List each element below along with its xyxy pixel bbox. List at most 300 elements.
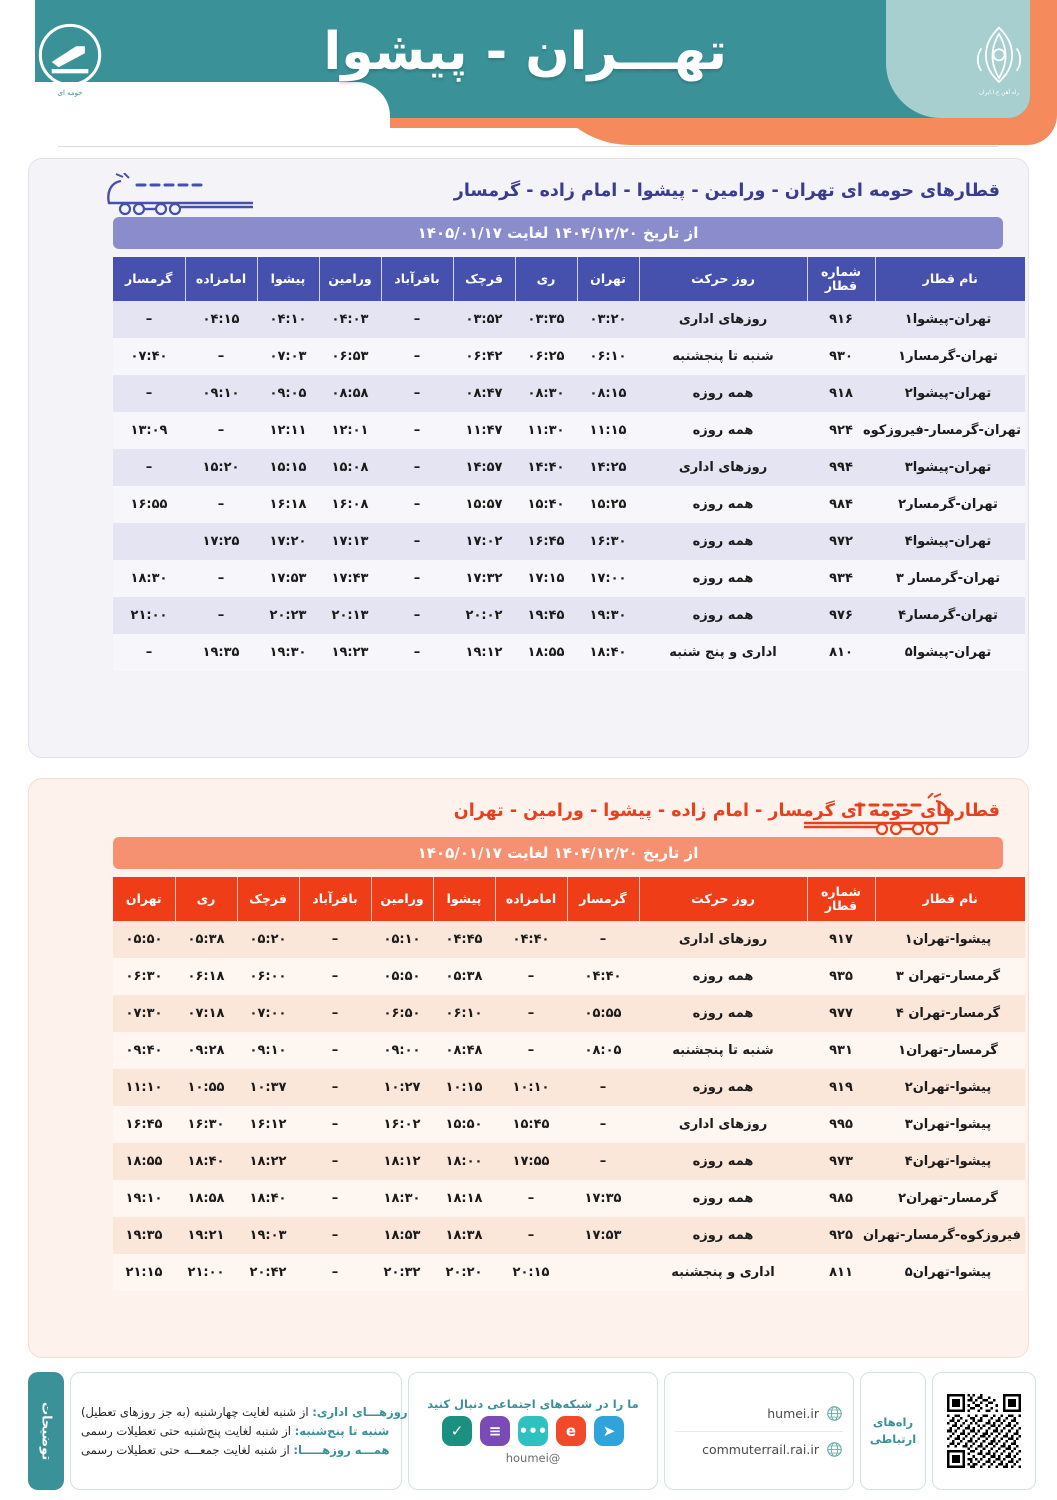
col-header-6: باقرآباد — [381, 257, 453, 301]
train-decoration-icon — [804, 793, 954, 837]
schedule-panel-outbound — [28, 158, 1029, 758]
table-row — [113, 995, 1025, 1032]
cell-name: تهران-پیشوا۳ — [875, 449, 1025, 486]
cell-tehran: ۰۶:۳۰ — [113, 958, 175, 995]
table-row — [113, 1254, 1025, 1291]
cell-name: تهران-گرمسار۲ — [875, 486, 1025, 523]
cell-tehran: ۱۵:۲۵ — [577, 486, 639, 523]
cell-emamzadeh: – — [185, 597, 257, 634]
cell-pishva: ۱۸:۱۸ — [433, 1180, 495, 1217]
cell-garmsar: ۱۸:۳۰ — [113, 560, 185, 597]
note-key: روزهـــای اداری: — [312, 1405, 408, 1419]
cell-tehran: ۰۳:۲۰ — [577, 301, 639, 338]
cell-varamin: ۱۸:۵۳ — [371, 1217, 433, 1254]
poster-header — [0, 0, 1057, 150]
cell-pishva: ۰۵:۳۸ — [433, 958, 495, 995]
cell-name: تهران-گرمسار-فیروزکوه — [875, 412, 1025, 449]
note-line-2 — [81, 1443, 390, 1457]
cell-bagherabad: – — [381, 560, 453, 597]
website-links-box — [664, 1372, 854, 1490]
cell-emamzadeh: ۰۴:۴۰ — [495, 921, 567, 958]
note-key: همـــه روزهـــــا: — [293, 1443, 390, 1457]
cell-days: همه روزه — [639, 486, 807, 523]
col-header-7: ورامین — [319, 257, 381, 301]
cell-days: همه روزه — [639, 412, 807, 449]
cell-tehran: ۰۹:۴۰ — [113, 1032, 175, 1069]
cell-name: پیشوا-تهران۵ — [875, 1254, 1025, 1291]
cell-tehran: ۱۶:۴۵ — [113, 1106, 175, 1143]
cell-pishva: ۱۹:۳۰ — [257, 634, 319, 671]
cell-tehran: ۱۷:۰۰ — [577, 560, 639, 597]
cell-days: روزهای اداری — [639, 921, 807, 958]
cell-bagherabad: – — [299, 995, 371, 1032]
cell-pishva: ۲۰:۲۳ — [257, 597, 319, 634]
cell-rey: ۱۸:۵۸ — [175, 1180, 237, 1217]
cell-qarchak: ۲۰:۴۲ — [237, 1254, 299, 1291]
cell-rey: ۱۷:۱۵ — [515, 560, 577, 597]
cell-pishva: ۱۶:۱۸ — [257, 486, 319, 523]
cell-number: ۹۷۶ — [807, 597, 875, 634]
cell-garmsar: ۱۷:۳۵ — [567, 1180, 639, 1217]
cell-tehran: ۱۶:۳۰ — [577, 523, 639, 560]
col-header-8: قرچک — [237, 877, 299, 921]
cell-bagherabad: – — [381, 412, 453, 449]
cell-name: پیشوا-تهران۳ — [875, 1106, 1025, 1143]
col-header-5: قرچک — [453, 257, 515, 301]
cell-pishva: ۰۹:۰۵ — [257, 375, 319, 412]
cell-qarchak: ۰۹:۱۰ — [237, 1032, 299, 1069]
cell-qarchak: ۱۴:۵۷ — [453, 449, 515, 486]
cell-tehran: ۰۷:۳۰ — [113, 995, 175, 1032]
note-line-1 — [81, 1424, 389, 1438]
cell-varamin: ۰۹:۰۰ — [371, 1032, 433, 1069]
cell-number: ۹۸۴ — [807, 486, 875, 523]
soroush-icon[interactable]: ✓ — [442, 1416, 472, 1446]
cell-number: ۸۱۰ — [807, 634, 875, 671]
cell-emamzadeh: ۱۷:۲۵ — [185, 523, 257, 560]
notes-box — [70, 1372, 408, 1490]
cell-emamzadeh: ۱۹:۳۵ — [185, 634, 257, 671]
col-header-9: ری — [175, 877, 237, 921]
cell-number: ۹۳۰ — [807, 338, 875, 375]
cell-tehran: ۲۱:۱۵ — [113, 1254, 175, 1291]
col-header-10: تهران — [113, 877, 175, 921]
cell-pishva: ۱۵:۱۵ — [257, 449, 319, 486]
cell-rey: ۰۹:۲۸ — [175, 1032, 237, 1069]
note-text: از شنبه لغایت چهارشنبه (به جز روزهای تعطیل) — [81, 1405, 313, 1419]
cell-number: ۹۷۳ — [807, 1143, 875, 1180]
cell-bagherabad: – — [381, 486, 453, 523]
cell-name: تهران-گرمسار۴ — [875, 597, 1025, 634]
table-row — [113, 1143, 1025, 1180]
cell-bagherabad: – — [381, 375, 453, 412]
qr-code — [947, 1394, 1021, 1468]
cell-number: ۹۱۹ — [807, 1069, 875, 1106]
cell-number: ۹۱۶ — [807, 301, 875, 338]
cell-days: روزهای اداری — [639, 301, 807, 338]
cell-number: ۹۲۵ — [807, 1217, 875, 1254]
social-icon-row[interactable] — [442, 1416, 624, 1446]
cell-rey: ۰۶:۱۸ — [175, 958, 237, 995]
cell-qarchak: ۱۰:۳۷ — [237, 1069, 299, 1106]
cell-emamzadeh: – — [495, 1217, 567, 1254]
cell-bagherabad: – — [299, 1217, 371, 1254]
cell-rey: ۱۹:۴۵ — [515, 597, 577, 634]
cell-varamin: ۱۸:۱۲ — [371, 1143, 433, 1180]
cell-days: همه روزه — [639, 995, 807, 1032]
globe-icon — [826, 1405, 843, 1422]
cell-number: ۹۳۴ — [807, 560, 875, 597]
cell-garmsar: – — [113, 634, 185, 671]
cell-varamin: ۰۴:۰۳ — [319, 301, 381, 338]
cell-pishva: ۲۰:۲۰ — [433, 1254, 495, 1291]
schedule-table-outbound — [113, 257, 1025, 671]
cell-name: تهران-گرمسار۱ — [875, 338, 1025, 375]
social-handle: @houmei — [505, 1451, 561, 1465]
cell-pishva: ۱۸:۳۸ — [433, 1217, 495, 1254]
cell-bagherabad: – — [299, 921, 371, 958]
cell-bagherabad: – — [381, 449, 453, 486]
cell-number: ۹۱۷ — [807, 921, 875, 958]
cell-garmsar: ۰۴:۴۰ — [567, 958, 639, 995]
cell-varamin: ۱۵:۰۸ — [319, 449, 381, 486]
cell-number: ۹۷۲ — [807, 523, 875, 560]
cell-pishva: ۱۰:۱۵ — [433, 1069, 495, 1106]
cell-tehran: ۱۸:۴۰ — [577, 634, 639, 671]
cell-emamzadeh: – — [185, 486, 257, 523]
table-row — [113, 486, 1025, 523]
table-header-row — [113, 877, 1025, 921]
links-divider — [675, 1431, 843, 1432]
cell-qarchak: ۱۵:۵۷ — [453, 486, 515, 523]
svg-text:حومه ای: حومه ای — [57, 89, 83, 98]
cell-qarchak: ۰۸:۴۷ — [453, 375, 515, 412]
cell-name: تهران-پیشوا۲ — [875, 375, 1025, 412]
col-header-6: ورامین — [371, 877, 433, 921]
col-header-7: باقرآباد — [299, 877, 371, 921]
cell-name: پیشوا-تهران۱ — [875, 921, 1025, 958]
cell-garmsar: – — [567, 921, 639, 958]
cell-number: ۹۳۱ — [807, 1032, 875, 1069]
cell-emamzadeh: – — [185, 338, 257, 375]
cell-varamin: ۱۸:۳۰ — [371, 1180, 433, 1217]
cell-number: ۹۳۵ — [807, 958, 875, 995]
cell-name: گرمسار-تهران ۴ — [875, 995, 1025, 1032]
cell-garmsar: ۰۵:۵۵ — [567, 995, 639, 1032]
cell-bagherabad: – — [299, 1143, 371, 1180]
cell-number: ۹۷۷ — [807, 995, 875, 1032]
social-title: ما را در شبکه‌های اجتماعی دنبال کنید — [427, 1397, 639, 1411]
cell-varamin: ۱۲:۰۱ — [319, 412, 381, 449]
col-header-3: تهران — [577, 257, 639, 301]
cell-emamzadeh: – — [185, 412, 257, 449]
page-title: تهـــران - پیشوا — [323, 22, 727, 82]
rubika-icon[interactable]: ≡ — [480, 1416, 510, 1446]
cell-name: فیروزکوه-گرمسار-تهران — [875, 1217, 1025, 1254]
cell-days: روزهای اداری — [639, 1106, 807, 1143]
globe-icon — [826, 1441, 843, 1458]
cell-rey: ۰۶:۲۵ — [515, 338, 577, 375]
cell-days: همه روزه — [639, 958, 807, 995]
cell-rey: ۱۸:۴۰ — [175, 1143, 237, 1180]
cell-varamin: ۲۰:۳۲ — [371, 1254, 433, 1291]
cell-garmsar: – — [113, 449, 185, 486]
cell-days: همه روزه — [639, 1143, 807, 1180]
cell-emamzadeh: ۱۷:۵۵ — [495, 1143, 567, 1180]
bale-icon[interactable]: ••• — [518, 1416, 548, 1446]
cell-tehran: ۰۶:۱۰ — [577, 338, 639, 375]
col-header-2: روز حرکت — [639, 257, 807, 301]
cell-tehran: ۱۸:۵۵ — [113, 1143, 175, 1180]
cell-emamzadeh: ۱۵:۲۰ — [185, 449, 257, 486]
social-box — [408, 1372, 658, 1490]
schedule-panel-inbound — [28, 778, 1029, 1358]
cell-garmsar: ۰۷:۴۰ — [113, 338, 185, 375]
cell-days: اداری و پنج شنبه — [639, 634, 807, 671]
cell-emamzadeh: – — [495, 1032, 567, 1069]
cell-varamin: ۱۷:۱۳ — [319, 523, 381, 560]
cell-varamin: ۱۹:۲۳ — [319, 634, 381, 671]
note-text: از شنبه لغایت پنج‌شنبه حتی تعطیلات رسمی — [81, 1424, 295, 1438]
cell-days: اداری و پنجشنبه — [639, 1254, 807, 1291]
cell-pishva: ۰۸:۴۸ — [433, 1032, 495, 1069]
note-key: شنبه تا پنج‌شنبه: — [294, 1424, 390, 1438]
islamic-republic-of-iran-railways-logo — [959, 18, 1039, 98]
cell-garmsar: ۱۳:۰۹ — [113, 412, 185, 449]
cell-days: همه روزه — [639, 1217, 807, 1254]
cell-varamin: ۰۶:۵۳ — [319, 338, 381, 375]
section1-title: قطارهای حومه ای تهران - ورامین - پیشوا - امام زاده - گرمسار — [453, 181, 1000, 201]
telegram-icon[interactable]: ➤ — [594, 1416, 624, 1446]
cell-emamzadeh: – — [495, 958, 567, 995]
cell-number: ۹۲۴ — [807, 412, 875, 449]
cell-bagherabad: – — [299, 958, 371, 995]
cell-bagherabad: – — [299, 1106, 371, 1143]
cell-varamin: ۰۵:۵۰ — [371, 958, 433, 995]
cell-rey: ۱۶:۴۵ — [515, 523, 577, 560]
col-header-8: پیشوا — [257, 257, 319, 301]
cell-name: گرمسار-تهران۱ — [875, 1032, 1025, 1069]
cell-bagherabad: – — [381, 523, 453, 560]
col-header-1: شماره قطار — [807, 877, 875, 921]
cell-qarchak: ۰۶:۰۰ — [237, 958, 299, 995]
cell-days: شنبه تا پنجشنبه — [639, 1032, 807, 1069]
cell-tehran: ۰۵:۵۰ — [113, 921, 175, 958]
cell-number: ۹۱۸ — [807, 375, 875, 412]
cell-rey: ۱۹:۲۱ — [175, 1217, 237, 1254]
cell-days: همه روزه — [639, 375, 807, 412]
cell-qarchak: ۰۷:۰۰ — [237, 995, 299, 1032]
cell-tehran: ۱۹:۱۰ — [113, 1180, 175, 1217]
cell-name: گرمسار-تهران۲ — [875, 1180, 1025, 1217]
table-row — [113, 1069, 1025, 1106]
cell-bagherabad: – — [299, 1254, 371, 1291]
cell-bagherabad: – — [299, 1180, 371, 1217]
cell-pishva: ۰۶:۱۰ — [433, 995, 495, 1032]
cell-bagherabad: – — [299, 1032, 371, 1069]
cell-name: تهران-پیشوا۴ — [875, 523, 1025, 560]
cell-bagherabad: – — [381, 597, 453, 634]
cell-pishva: ۰۷:۰۳ — [257, 338, 319, 375]
qr-box[interactable] — [932, 1372, 1036, 1490]
cell-rey: ۰۳:۳۵ — [515, 301, 577, 338]
cell-varamin: ۰۵:۱۰ — [371, 921, 433, 958]
cell-rey: ۲۱:۰۰ — [175, 1254, 237, 1291]
svg-text:راه آهن ج.ا.ایران: راه آهن ج.ا.ایران — [978, 90, 1020, 96]
note-line-0 — [81, 1405, 408, 1419]
cell-name: پیشوا-تهران۴ — [875, 1143, 1025, 1180]
cell-qarchak: ۰۵:۲۰ — [237, 921, 299, 958]
cell-emamzadeh: ۰۴:۱۵ — [185, 301, 257, 338]
cell-qarchak: ۱۷:۳۲ — [453, 560, 515, 597]
cell-days: روزهای اداری — [639, 449, 807, 486]
cell-garmsar — [567, 1254, 639, 1291]
cell-pishva: ۱۵:۵۰ — [433, 1106, 495, 1143]
cell-number: ۹۹۵ — [807, 1106, 875, 1143]
cell-varamin: ۱۶:۰۲ — [371, 1106, 433, 1143]
cell-garmsar: – — [567, 1106, 639, 1143]
cell-varamin: ۲۰:۱۳ — [319, 597, 381, 634]
cell-pishva: ۰۴:۱۰ — [257, 301, 319, 338]
poster-footer — [28, 1372, 1029, 1490]
table-row — [113, 597, 1025, 634]
notes-tab — [28, 1372, 64, 1490]
table-row — [113, 1180, 1025, 1217]
table-row — [113, 1106, 1025, 1143]
cell-garmsar — [113, 523, 185, 560]
col-header-3: گرمسار — [567, 877, 639, 921]
cell-tehran: ۱۹:۳۰ — [577, 597, 639, 634]
cell-pishva: ۱۷:۲۰ — [257, 523, 319, 560]
humei-commuter-rail-logo — [22, 18, 118, 106]
cell-garmsar: ۰۸:۰۵ — [567, 1032, 639, 1069]
cell-rey: ۱۵:۴۰ — [515, 486, 577, 523]
table-row — [113, 338, 1025, 375]
cell-qarchak: ۲۰:۰۲ — [453, 597, 515, 634]
cell-emamzadeh: ۲۰:۱۵ — [495, 1254, 567, 1291]
cell-days: همه روزه — [639, 560, 807, 597]
table-row — [113, 560, 1025, 597]
cell-bagherabad: – — [381, 634, 453, 671]
cell-garmsar: ۱۷:۵۳ — [567, 1217, 639, 1254]
cell-number: ۹۹۴ — [807, 449, 875, 486]
table-row — [113, 1217, 1025, 1254]
cell-days: شنبه تا پنجشنبه — [639, 338, 807, 375]
cell-tehran: ۱۱:۱۰ — [113, 1069, 175, 1106]
header-divider — [58, 146, 998, 147]
cell-garmsar: ۲۱:۰۰ — [113, 597, 185, 634]
cell-varamin: ۱۶:۰۸ — [319, 486, 381, 523]
cell-emamzadeh: ۰۹:۱۰ — [185, 375, 257, 412]
cell-days: همه روزه — [639, 1069, 807, 1106]
cell-emamzadeh: – — [495, 1180, 567, 1217]
table-row — [113, 958, 1025, 995]
cell-qarchak: ۱۷:۰۲ — [453, 523, 515, 560]
cell-name: تهران-پیشوا۵ — [875, 634, 1025, 671]
cell-days: همه روزه — [639, 597, 807, 634]
cell-emamzadeh: – — [495, 995, 567, 1032]
cell-varamin: ۱۰:۲۷ — [371, 1069, 433, 1106]
cell-name: تهران-گرمسار ۳ — [875, 560, 1025, 597]
cell-varamin: ۰۶:۵۰ — [371, 995, 433, 1032]
col-header-4: امامزاده — [495, 877, 567, 921]
col-header-2: روز حرکت — [639, 877, 807, 921]
notes-tab-label: توضیحات — [38, 1401, 54, 1461]
col-header-0: نام قطار — [875, 877, 1025, 921]
section2-date-range: از تاریخ ۱۴۰۴/۱۲/۲۰ لغایت ۱۴۰۵/۰۱/۱۷ — [113, 837, 1003, 869]
col-header-1: شماره قطار — [807, 257, 875, 301]
note-text: از شنبه لغایت جمعـــه حتی تعطیلات رسمی — [81, 1443, 294, 1457]
cell-rey: ۱۰:۵۵ — [175, 1069, 237, 1106]
cell-days: همه روزه — [639, 1180, 807, 1217]
cell-name: تهران-پیشوا۱ — [875, 301, 1025, 338]
cell-rey: ۰۷:۱۸ — [175, 995, 237, 1032]
cell-qarchak: ۱۹:۱۲ — [453, 634, 515, 671]
table-row — [113, 523, 1025, 560]
contact-label: راه‌های ارتباطی — [869, 1414, 917, 1446]
table-row — [113, 412, 1025, 449]
cell-number: ۹۸۵ — [807, 1180, 875, 1217]
cell-tehran: ۱۱:۱۵ — [577, 412, 639, 449]
cell-qarchak: ۱۸:۴۰ — [237, 1180, 299, 1217]
cell-pishva: ۱۷:۵۳ — [257, 560, 319, 597]
cell-rey: ۱۸:۵۵ — [515, 634, 577, 671]
cell-rey: ۱۶:۳۰ — [175, 1106, 237, 1143]
cell-rey: ۰۵:۳۸ — [175, 921, 237, 958]
cell-pishva: ۰۴:۴۵ — [433, 921, 495, 958]
table-row — [113, 921, 1025, 958]
table-row — [113, 449, 1025, 486]
table-header-row — [113, 257, 1025, 301]
contact-label-box — [860, 1372, 926, 1490]
cell-tehran: ۰۸:۱۵ — [577, 375, 639, 412]
table-row — [113, 634, 1025, 671]
link-commuterrail-label: commuterrail.rai.ir — [702, 1441, 819, 1457]
link-row-commuterrail[interactable] — [702, 1441, 843, 1458]
cell-tehran: ۱۴:۲۵ — [577, 449, 639, 486]
table-row — [113, 1032, 1025, 1069]
cell-varamin: ۰۸:۵۸ — [319, 375, 381, 412]
cell-pishva: ۱۸:۰۰ — [433, 1143, 495, 1180]
section1-date-range: از تاریخ ۱۴۰۴/۱۲/۲۰ لغایت ۱۴۰۵/۰۱/۱۷ — [113, 217, 1003, 249]
cell-bagherabad: – — [299, 1069, 371, 1106]
cell-qarchak: ۱۹:۰۳ — [237, 1217, 299, 1254]
cell-qarchak: ۱۸:۲۲ — [237, 1143, 299, 1180]
cell-days: همه روزه — [639, 523, 807, 560]
col-header-0: نام قطار — [875, 257, 1025, 301]
cell-qarchak: ۰۳:۵۲ — [453, 301, 515, 338]
cell-name: پیشوا-تهران۲ — [875, 1069, 1025, 1106]
col-header-9: امامزاده — [185, 257, 257, 301]
cell-garmsar: – — [567, 1069, 639, 1106]
cell-rey: ۱۱:۳۰ — [515, 412, 577, 449]
eitaa-icon[interactable]: e — [556, 1416, 586, 1446]
table-row — [113, 375, 1025, 412]
train-decoration-icon — [103, 173, 253, 217]
link-row-humei[interactable] — [767, 1405, 843, 1422]
col-header-10: گرمسار — [113, 257, 185, 301]
cell-varamin: ۱۷:۴۳ — [319, 560, 381, 597]
cell-qarchak: ۱۱:۴۷ — [453, 412, 515, 449]
cell-rey: ۰۸:۳۰ — [515, 375, 577, 412]
cell-name: گرمسار-تهران ۳ — [875, 958, 1025, 995]
col-header-4: ری — [515, 257, 577, 301]
cell-emamzadeh: – — [185, 560, 257, 597]
link-humei-label: humei.ir — [767, 1405, 819, 1421]
cell-emamzadeh: ۱۰:۱۰ — [495, 1069, 567, 1106]
cell-emamzadeh: ۱۵:۴۵ — [495, 1106, 567, 1143]
schedule-table-inbound — [113, 877, 1025, 1291]
